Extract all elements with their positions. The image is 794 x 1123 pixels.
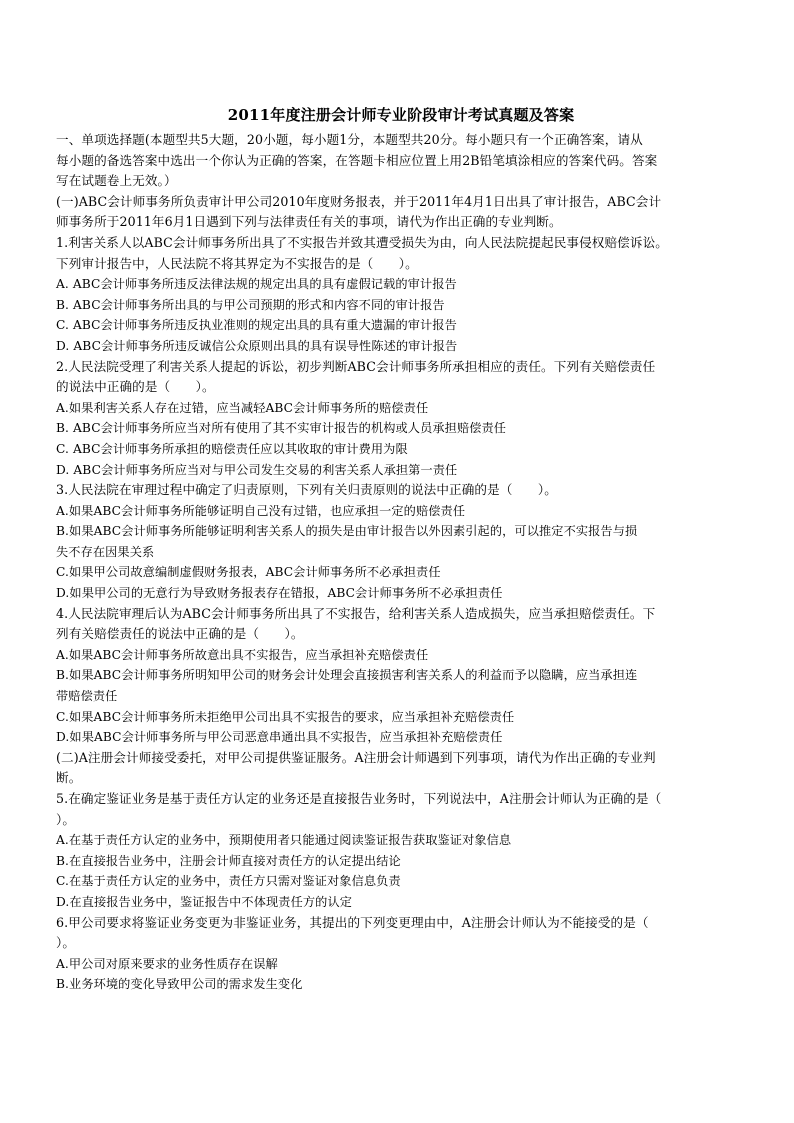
text-line: ）。: [56, 811, 76, 827]
document-body: [56, 130, 746, 995]
text-line: 失不存在因果关系: [56, 544, 155, 559]
option-4a: A.如果ABC会计师事务所故意出具不实报告，应当承担补充赔偿责任: [56, 647, 429, 662]
option-5a: A.在基于责任方认定的业务中，预期使用者只能通过阅读鉴证报告获取鉴证对象信息: [56, 833, 512, 848]
section-2-intro: (二)A注册会计师接受委托，对甲公司提供鉴证服务。A注册会计师遇到下列事项，请代为作出正确的专业判: [56, 749, 656, 765]
option-2c: C. ABC会计师事务所承担的赔偿责任应以其收取的审计费用为限: [56, 441, 408, 456]
option-5b: B.在直接报告业务中，注册会计师直接对责任方的认定提出结论: [56, 853, 401, 868]
option-4d: D.如果ABC会计师事务所与甲公司恶意串通出具不实报告，应当承担补充赔偿责任: [56, 730, 503, 745]
option-5c: C.在基于责任方认定的业务中，责任方只需对鉴证对象信息负责: [56, 874, 401, 889]
text-line: 断。: [56, 770, 82, 786]
document-page: [56, 104, 746, 995]
text-line: 写在试题卷上无效。）: [56, 173, 177, 189]
option-2b: B. ABC会计师事务所应当对所有使用了其不实审计报告的机构或人员承担赔偿责任: [56, 421, 507, 436]
option-2d: D. ABC会计师事务所应当对与甲公司发生交易的利害关系人承担第一责任: [56, 462, 458, 477]
text-line: 师事务所于2011年6月1日遇到下列与法律责任有关的事项，请代为作出正确的专业判断。: [56, 214, 562, 230]
document-title: 2011年度注册会计师专业阶段审计考试真题及答案: [227, 106, 575, 124]
option-3c: C.如果甲公司故意编制虚假财务报表，ABC会计师事务所不必承担责任: [56, 565, 441, 580]
question-3: 3.人民法院在审理过程中确定了归责原则，下列有关归责原则的说法中正确的是（ ）。: [56, 482, 557, 498]
text-line: 每小题的备选答案中选出一个你认为正确的答案，在答题卡相应位置上用2B铅笔填涂相应的答案代码。答案: [56, 152, 658, 168]
option-3b: B.如果ABC会计师事务所能够证明利害关系人的损失是由审计报告以外因素引起的，可以推定不实报告与损: [56, 524, 638, 539]
option-3d: D.如果甲公司的无意行为导致财务报表存在错报，ABC会计师事务所不必承担责任: [56, 586, 503, 601]
question-2: 2.人民法院受理了利害关系人提起的诉讼，初步判断ABC会计师事务所承担相应的责任。下列有关赔偿责任: [56, 358, 656, 374]
text-line: ）。: [56, 935, 76, 951]
question-4: 4.人民法院审理后认为ABC会计师事务所出具了不实报告，给利害关系人造成损失，应当承担赔偿责任。下: [56, 605, 656, 621]
option-4b: B.如果ABC会计师事务所明知甲公司的财务会计处理会直接损害利害关系人的利益而予以隐瞒，应当承担连: [56, 668, 638, 683]
option-6b: B.业务环境的变化导致甲公司的需求发生变化: [56, 977, 303, 992]
text-line: 列有关赔偿责任的说法中正确的是（ ）。: [56, 626, 304, 642]
text-line: 一、单项选择题(本题型共5大题，20小题，每小题1分，本题型共20分。每小题只有一个正确答案，请从: [56, 132, 643, 147]
text-line: 下列审计报告中，人民法院不将其界定为不实报告的是（ ）。: [56, 255, 418, 271]
text-line: 带赔偿责任: [56, 689, 118, 704]
option-6a: A.甲公司对原来要求的业务性质存在误解: [56, 956, 278, 971]
question-6: 6.甲公司要求将鉴证业务变更为非鉴证业务，其提出的下列变更理由中，A注册会计师认为不能接受的是（: [56, 914, 649, 930]
option-2a: A.如果利害关系人存在过错，应当减轻ABC会计师事务所的赔偿责任: [56, 400, 429, 415]
question-1: 1.利害关系人以ABC会计师事务所出具了不实报告并致其遭受损失为由，向人民法院提起民事侵权赔偿诉讼。: [56, 234, 668, 250]
option-1c: C. ABC会计师事务所违反执业准则的规定出具的具有重大遗漏的审计报告: [56, 318, 457, 333]
option-1b: B. ABC会计师事务所出具的与甲公司预期的形式和内容不同的审计报告: [56, 297, 445, 312]
option-1d: D. ABC会计师事务所违反诚信公众原则出具的具有误导性陈述的审计报告: [56, 338, 458, 353]
text-line: (一)ABC会计师事务所负责审计甲公司2010年度财务报表，并于2011年4月1日出具了审计报告，ABC会计: [56, 193, 662, 209]
question-5: 5.在确定鉴证业务是基于责任方认定的业务还是直接报告业务时，下列说法中，A注册会计师认为正确的是（: [56, 791, 662, 806]
option-3a: A.如果ABC会计师事务所能够证明自己没有过错，也应承担一定的赔偿责任: [56, 503, 466, 518]
option-4c: C.如果ABC会计师事务所未拒绝甲公司出具不实报告的要求，应当承担补充赔偿责任: [56, 709, 515, 724]
option-1a: A. ABC会计师事务所违反法律法规的规定出具的具有虚假记载的审计报告: [56, 277, 457, 292]
text-line: 的说法中正确的是（ ）。: [56, 379, 215, 395]
option-5d: D.在直接报告业务中，鉴证报告中不体现责任方的认定: [56, 894, 353, 909]
